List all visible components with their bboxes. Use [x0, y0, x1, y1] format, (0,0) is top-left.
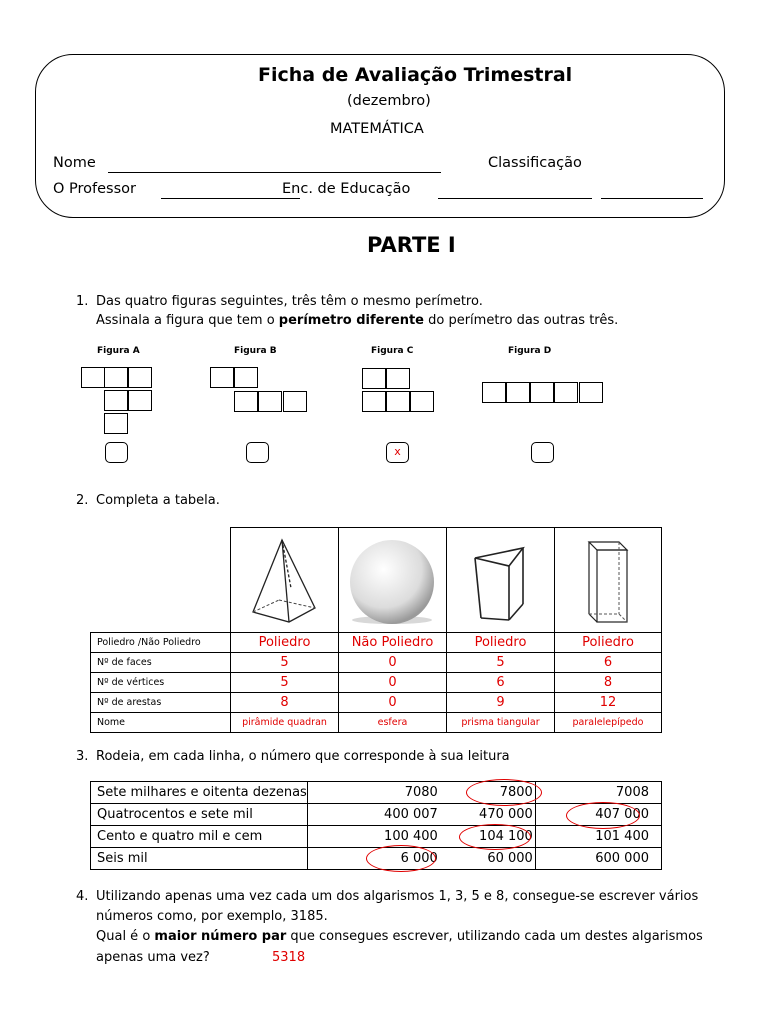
- answer-cell[interactable]: paralelepípedo: [555, 713, 662, 733]
- answer-cell[interactable]: 6: [447, 673, 555, 693]
- answer-circle: [566, 802, 640, 829]
- figure-b-checkbox[interactable]: [246, 442, 269, 463]
- answer-cell[interactable]: 6: [555, 653, 662, 673]
- q1-line2: Assinala a figura que tem o perímetro diferente do perímetro das outras três.: [96, 313, 619, 328]
- grade-field[interactable]: [601, 184, 703, 199]
- q1-line1: Das quatro figuras seguintes, três têm o mesmo perímetro.: [96, 294, 483, 309]
- q3-number: 3.: [76, 749, 89, 764]
- option-value[interactable]: 101 400: [536, 826, 662, 848]
- table-row: [91, 653, 662, 673]
- sheet-subject: MATEMÁTICA: [330, 121, 424, 137]
- answer-cell[interactable]: 0: [339, 673, 447, 693]
- figure-a-checkbox[interactable]: [105, 442, 128, 463]
- q4-line2: números como, por exemplo, 3185.: [96, 909, 328, 924]
- guardian-label: Enc. de Educação: [282, 181, 411, 197]
- part-title: PARTE I: [367, 233, 456, 257]
- answer-cell[interactable]: 5: [231, 673, 339, 693]
- row-label: Nome: [91, 713, 231, 733]
- option-value[interactable]: 60 000: [487, 851, 533, 866]
- q4-line4: apenas uma vez?: [96, 950, 210, 965]
- figure-d-checkbox[interactable]: [531, 442, 554, 463]
- teacher-field[interactable]: [161, 184, 300, 199]
- row-label: Nº de vértices: [91, 673, 231, 693]
- figure-c-checkbox[interactable]: x: [386, 442, 409, 463]
- solids-table: [90, 527, 662, 733]
- table-row: [91, 693, 662, 713]
- option-value[interactable]: 407 000: [536, 804, 662, 826]
- q4-line1: Utilizando apenas uma vez cada um dos algarismos 1, 3, 5 e 8, consegue-se escrever vários: [96, 889, 699, 904]
- pyramid-image: [231, 528, 339, 633]
- grade-label: Classificação: [488, 155, 582, 171]
- option-value[interactable]: 104 100: [479, 829, 533, 844]
- q4-answer[interactable]: 5318: [272, 950, 306, 965]
- reading-text: Cento e quatro mil e cem: [91, 826, 308, 848]
- name-label: Nome: [53, 155, 96, 171]
- table-row: [91, 826, 662, 848]
- answer-cell[interactable]: pirâmide quadran: [231, 713, 339, 733]
- option-value[interactable]: 100 400: [384, 829, 438, 844]
- row-label: Poliedro /Não Poliedro: [91, 633, 231, 653]
- answer-cell[interactable]: Poliedro: [231, 633, 339, 653]
- answer-cell[interactable]: 8: [555, 673, 662, 693]
- figure-c-label: Figura C: [371, 346, 414, 356]
- answer-cell[interactable]: 12: [555, 693, 662, 713]
- option-value[interactable]: 7800: [499, 785, 533, 800]
- q4-line3: Qual é o maior número par que consegues escrever, utilizando cada um destes algarismos: [96, 929, 703, 944]
- row-label: Nº de faces: [91, 653, 231, 673]
- name-field[interactable]: [108, 158, 441, 173]
- q3-text: Rodeia, em cada linha, o número que corresponde à sua leitura: [96, 749, 510, 764]
- answer-circle: [366, 845, 436, 872]
- q2-number: 2.: [76, 493, 89, 508]
- option-value[interactable]: 7080: [404, 785, 438, 800]
- sheet-month: (dezembro): [347, 93, 431, 109]
- prism-image: [447, 528, 555, 633]
- answer-cell[interactable]: Não Poliedro: [339, 633, 447, 653]
- answer-cell[interactable]: 8: [231, 693, 339, 713]
- guardian-field[interactable]: [438, 184, 592, 199]
- answer-cell[interactable]: 0: [339, 693, 447, 713]
- q2-text: Completa a tabela.: [96, 493, 220, 508]
- reading-text: Seis mil: [91, 848, 308, 870]
- answer-cell[interactable]: 9: [447, 693, 555, 713]
- answer-cell[interactable]: 0: [339, 653, 447, 673]
- answer-cell[interactable]: 5: [231, 653, 339, 673]
- figure-a-label: Figura A: [97, 346, 140, 356]
- q1-number: 1.: [76, 294, 89, 309]
- table-row: [91, 713, 662, 733]
- answer-cell[interactable]: Poliedro: [447, 633, 555, 653]
- option-value[interactable]: 400 007: [384, 807, 438, 822]
- table-row: [91, 782, 662, 804]
- sheet-title: Ficha de Avaliação Trimestral: [258, 64, 573, 86]
- teacher-label: O Professor: [53, 181, 136, 197]
- figure-b-label: Figura B: [234, 346, 277, 356]
- reading-text: Quatrocentos e sete mil: [91, 804, 308, 826]
- q4-number: 4.: [76, 889, 89, 904]
- answer-cell[interactable]: prisma tiangular: [447, 713, 555, 733]
- answer-cell[interactable]: Poliedro: [555, 633, 662, 653]
- reading-text: Sete milhares e oitenta dezenas: [91, 782, 308, 804]
- option-value[interactable]: 600 000: [536, 848, 662, 870]
- table-row: [91, 528, 662, 633]
- answer-cell[interactable]: esfera: [339, 713, 447, 733]
- table-row: [91, 673, 662, 693]
- option-value[interactable]: 470 000: [479, 807, 533, 822]
- row-label: Nº de arestas: [91, 693, 231, 713]
- answer-circle: [459, 824, 531, 850]
- sphere-image: [339, 528, 447, 633]
- table-row: [91, 633, 662, 653]
- option-value[interactable]: 6 000: [400, 851, 438, 866]
- option-value[interactable]: 7008: [536, 782, 662, 804]
- figure-d-label: Figura D: [508, 346, 552, 356]
- answer-circle: [466, 779, 542, 806]
- answer-cell[interactable]: 5: [447, 653, 555, 673]
- cuboid-image: [555, 528, 662, 633]
